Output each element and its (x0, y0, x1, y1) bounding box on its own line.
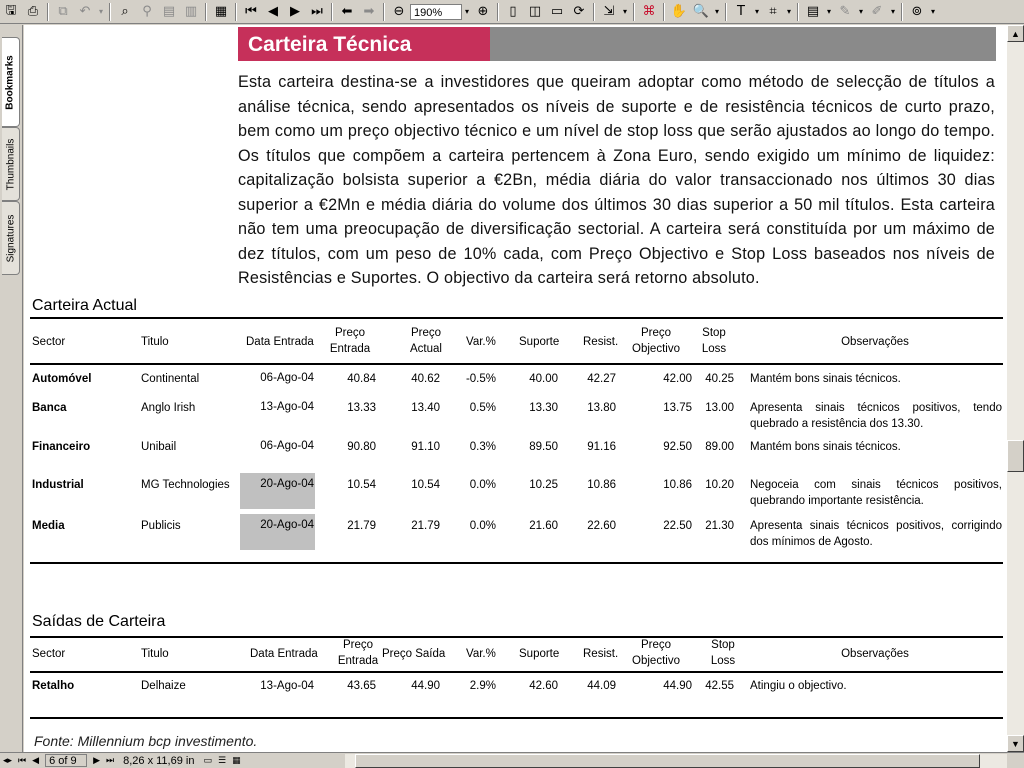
text-select-icon[interactable]: T (737, 4, 745, 19)
cell-var: 2.9% (469, 680, 496, 692)
reflow-left-icon[interactable]: ▤ (162, 4, 176, 19)
toolbar-separator (633, 3, 635, 21)
table-rule (30, 717, 1003, 719)
cell-stop-loss: 21.30 (705, 520, 734, 532)
split-icon[interactable]: ◂▸ (3, 755, 13, 766)
cell-titulo: Publicis (141, 520, 181, 532)
header-resist: Resist. (583, 648, 619, 660)
cell-preco-entrada: 21.79 (347, 520, 376, 532)
cell-observacoes: Mantém bons sinais técnicos. (750, 441, 901, 453)
rotate-icon[interactable]: ⟳ (573, 4, 585, 19)
page-size-label: 8,26 x 11,69 in (123, 754, 195, 767)
cell-observacoes: Atingiu o objectivo. (750, 680, 847, 692)
tab-thumbnails-label: Thumbnails (5, 138, 17, 190)
header-objectivo-1: Preço (640, 327, 672, 339)
cell-resist: 13.80 (587, 402, 616, 414)
facing-icon[interactable]: ▦ (232, 755, 241, 766)
zoom-tool-icon[interactable]: 🔍 (692, 4, 710, 19)
comment-icon[interactable]: ▤ (806, 4, 820, 19)
highlighter-icon[interactable]: ✐ (871, 4, 883, 19)
header-data-entrada: Data Entrada (246, 336, 314, 348)
cell-objectivo: 22.50 (663, 520, 692, 532)
cell-resist: 10.86 (587, 479, 616, 491)
undo-dropdown-icon[interactable]: ▾ (98, 7, 103, 16)
cell-stop-loss: 40.25 (705, 373, 734, 385)
table-rule (30, 562, 1003, 564)
cell-preco-actual: 21.79 (411, 520, 440, 532)
cell-objectivo: 44.90 (663, 680, 692, 692)
cell-var: 0.0% (469, 479, 496, 491)
cell-suporte: 21.60 (529, 520, 558, 532)
cell-preco-actual: 40.62 (411, 373, 440, 385)
cell-preco-entrada: 10.54 (347, 479, 376, 491)
tab-bookmarks[interactable] (2, 37, 20, 127)
scroll-down-icon[interactable]: ▼ (1007, 735, 1024, 752)
header-resist: Resist. (583, 336, 619, 348)
zoom-dropdown-icon[interactable]: ▾ (464, 7, 469, 16)
cell-preco-actual: 91.10 (411, 441, 440, 453)
cell-suporte: 10.25 (529, 479, 558, 491)
prev-page-status-icon[interactable]: ◀ (32, 755, 40, 766)
cell-suporte: 89.50 (529, 441, 558, 453)
cell-observacoes: Apresenta sinais técnicos positivos, corrigindo dos mínimos de Agosto. (750, 520, 1002, 548)
cell-data-entrada: 13-Ago-04 (260, 401, 314, 413)
cell-stop-loss: 13.00 (705, 402, 734, 414)
cell-preco-actual: 10.54 (411, 479, 440, 491)
header-objectivo-2: Objectivo (632, 343, 680, 355)
cell-data-entrada: 13-Ago-04 (260, 680, 314, 692)
acrobat-icon[interactable]: ⌘ (642, 4, 656, 19)
scroll-up-icon[interactable]: ▲ (1007, 25, 1024, 42)
header-suporte: Suporte (519, 648, 560, 660)
header-preco-actual-2: Actual (410, 343, 442, 355)
toolbar-separator (663, 3, 665, 21)
cell-observacoes: Mantém bons sinais técnicos. (750, 373, 901, 385)
previous-view-icon[interactable]: ⬅ (341, 4, 353, 19)
main-toolbar (0, 0, 1024, 24)
hand-tool-icon[interactable]: ✋ (670, 4, 688, 19)
stamp-dropdown-icon[interactable]: ▾ (930, 7, 935, 16)
table-rule (30, 636, 1003, 638)
cell-resist: 22.60 (587, 520, 616, 532)
table-rule (30, 317, 1003, 319)
toolbar-separator (497, 3, 499, 21)
toolbar-separator (205, 3, 207, 21)
zoom-out-icon[interactable]: ⊖ (393, 4, 405, 19)
source-note: Fonte: Millennium bcp investimento. (34, 733, 258, 749)
header-sector: Sector (32, 648, 66, 660)
next-page-status-icon[interactable]: ▶ (93, 755, 100, 766)
header-stop-1: Stop (711, 639, 735, 651)
snapshot-dropdown-icon[interactable]: ▾ (786, 7, 791, 16)
header-objectivo-1: Preço (640, 639, 672, 651)
cell-objectivo: 10.86 (663, 479, 692, 491)
tab-signatures-label: Signatures (5, 214, 16, 262)
section-title-saidas: Saídas de Carteira (32, 613, 166, 630)
reflow-right-icon[interactable]: ▥ (184, 4, 198, 19)
header-var: Var.% (466, 648, 496, 660)
cell-sector: Industrial (32, 479, 84, 491)
cell-suporte: 13.30 (529, 402, 558, 414)
cell-suporte: 42.60 (529, 680, 558, 692)
cell-preco-entrada: 90.80 (347, 441, 376, 453)
next-page-icon[interactable]: ▶ (290, 4, 300, 19)
tab-bookmarks-label: Bookmarks (5, 54, 16, 110)
navigation-pane-icon[interactable]: ▦ (214, 4, 228, 19)
pencil-dropdown-icon[interactable]: ▾ (858, 7, 863, 16)
section-title-actual: Carteira Actual (32, 297, 137, 314)
export-dropdown-icon[interactable]: ▾ (622, 7, 627, 16)
header-preco-entrada-2: Entrada (337, 655, 379, 667)
first-page-status-icon[interactable]: ⏮ (18, 755, 27, 766)
header-preco-entrada-1: Preço (334, 327, 366, 339)
horizontal-scrollbar[interactable] (345, 754, 1007, 768)
cell-observacoes: Apresenta sinais técnicos positivos, tendo quebrado a resistência dos 13.30. (750, 402, 1002, 430)
exits-table (30, 636, 1003, 722)
snapshot-icon[interactable]: ⌗ (769, 4, 777, 19)
header-stop-2: Loss (701, 343, 727, 355)
save-icon[interactable]: 🖫 (5, 2, 17, 18)
zoom-in-icon[interactable]: ⊕ (477, 4, 489, 19)
status-bar (0, 752, 1024, 768)
toolbar-separator (331, 3, 333, 21)
toolbar-separator (235, 3, 237, 21)
vertical-scrollbar[interactable] (1007, 25, 1024, 752)
header-preco-entrada-2: Entrada (329, 343, 371, 355)
undo-icon[interactable]: ↶ (79, 4, 91, 19)
header-sector: Sector (32, 336, 66, 348)
single-page-icon[interactable]: ▭ (203, 755, 212, 766)
header-observacoes: Observações (841, 336, 909, 348)
highlighter-dropdown-icon[interactable]: ▾ (890, 7, 895, 16)
cell-titulo: Delhaize (141, 680, 186, 692)
page-title: Carteira Técnica (238, 27, 490, 61)
toolbar-separator (593, 3, 595, 21)
header-preco-saida: Preço Saída (382, 648, 446, 660)
cell-stop-loss: 10.20 (705, 479, 734, 491)
cell-observacoes: Negoceia com sinais técnicos positivos, quebrando importante resistência. (750, 479, 1002, 507)
cell-stop-loss: 42.55 (705, 680, 734, 692)
cell-suporte: 40.00 (529, 373, 558, 385)
document-page (24, 25, 1007, 752)
copy-icon[interactable]: ⧉ (58, 4, 68, 19)
cell-sector: Retalho (32, 680, 75, 692)
header-stop-2: Loss (710, 655, 736, 667)
header-data-entrada: Data Entrada (250, 648, 318, 660)
export-icon[interactable]: ⇲ (603, 4, 615, 19)
cell-data-entrada: 06-Ago-04 (260, 372, 314, 384)
cell-objectivo: 13.75 (663, 402, 692, 414)
header-preco-entrada-1: Preço (342, 639, 374, 651)
cell-var: 0.5% (469, 402, 496, 414)
tab-thumbnails[interactable] (2, 127, 20, 201)
page-number-field[interactable]: 6 of 9 (45, 754, 87, 767)
table-rule (30, 671, 1003, 673)
next-view-icon[interactable]: ➡ (363, 4, 375, 19)
cell-data-entrada: 20-Ago-04 (240, 473, 315, 509)
cell-titulo: Anglo Irish (141, 402, 196, 414)
zoom-tool-dropdown-icon[interactable]: ▾ (714, 7, 719, 16)
table-rule (30, 363, 1003, 365)
header-titulo: Titulo (141, 648, 169, 660)
scroll-thumb[interactable] (1007, 440, 1024, 472)
cell-data-entrada: 20-Ago-04 (240, 514, 315, 550)
actual-size-icon[interactable]: ▯ (509, 4, 517, 19)
header-observacoes: Observações (841, 648, 909, 660)
first-page-icon[interactable]: ⏮ (245, 4, 257, 19)
text-select-dropdown-icon[interactable]: ▾ (754, 7, 759, 16)
cell-titulo: MG Technologies (141, 479, 230, 491)
cell-titulo: Continental (141, 373, 200, 385)
stamp-icon[interactable]: ⊚ (911, 4, 923, 19)
cell-preco-actual: 13.40 (411, 402, 440, 414)
continuous-icon[interactable]: ☰ (217, 755, 227, 766)
print-icon[interactable]: ⎙ (27, 4, 39, 19)
last-page-icon[interactable]: ⏭ (311, 4, 323, 19)
search-person-icon[interactable]: ⚲ (142, 4, 152, 19)
previous-page-icon[interactable]: ◀ (268, 4, 278, 19)
toolbar-separator (901, 3, 903, 21)
horizontal-scroll-thumb[interactable] (355, 754, 980, 768)
cell-preco-entrada: 40.84 (347, 373, 376, 385)
cell-var: 0.0% (469, 520, 496, 532)
cell-resist: 42.27 (587, 373, 616, 385)
toolbar-separator (109, 3, 111, 21)
last-page-status-icon[interactable]: ⏭ (106, 755, 115, 766)
toolbar-separator (725, 3, 727, 21)
cell-resist: 44.09 (587, 680, 616, 692)
cell-sector: Banca (32, 402, 67, 414)
fit-width-icon[interactable]: ▭ (550, 4, 564, 19)
cell-data-entrada: 06-Ago-04 (260, 440, 314, 452)
header-stop-1: Stop (702, 327, 726, 339)
cell-sector: Automóvel (32, 373, 92, 385)
zoom-input[interactable]: 190% (410, 4, 462, 20)
cell-resist: 91.16 (587, 441, 616, 453)
header-objectivo-2: Objectivo (632, 655, 680, 667)
header-var: Var.% (466, 336, 496, 348)
tab-signatures[interactable] (2, 201, 20, 275)
cell-titulo: Unibail (141, 441, 177, 453)
fit-page-icon[interactable]: ◫ (528, 4, 542, 19)
cell-var: -0.5% (465, 373, 496, 385)
toolbar-separator (47, 3, 49, 21)
cell-preco-saida: 44.90 (411, 680, 440, 692)
cell-sector: Media (32, 520, 65, 532)
intro-paragraph: Esta carteira destina-se a investidores que queiram adoptar como método de selecção de títulos a análise técnica, sendo apresentados os níveis de suporte e de resistência técnicos de curto prazo, bem como um preço objectivo técnico e um nível de stop loss que serão ajustados ao longo do tempo. Os títulos que compõem a carteira pertencem à Zona Euro, sendo exigido um mínimo de liquidez: capitalização bolsista superior a €2Bn, média diária do valor transaccionado nos últimos 30 dias superior a €2Mn e média diária do volume dos últimos 30 dias superior a 50 mil títulos. Esta carteira não tem uma preocupação de diversificação sectorial. A carteira será constituída por um máximo de dez títulos, com um peso de 10% cada, com Preço Objectivo e Stop Loss baseados nos níveis de Resistências e Suportes. O objectivo da carteira será retorno absoluto. (238, 73, 995, 287)
find-binoculars-icon[interactable]: ⌕ (121, 4, 129, 19)
cell-objectivo: 92.50 (663, 441, 692, 453)
cell-objectivo: 42.00 (663, 373, 692, 385)
header-suporte: Suporte (519, 336, 560, 348)
toolbar-separator (797, 3, 799, 21)
cell-var: 0.3% (469, 441, 496, 453)
pencil-icon[interactable]: ✎ (839, 4, 851, 19)
actual-portfolio-table (30, 317, 1003, 567)
toolbar-separator (383, 3, 385, 21)
cell-preco-entrada: 13.33 (347, 402, 376, 414)
comment-dropdown-icon[interactable]: ▾ (826, 7, 831, 16)
cell-sector: Financeiro (32, 441, 91, 453)
cell-preco-entrada: 43.65 (347, 680, 376, 692)
header-preco-actual-1: Preço (410, 327, 442, 339)
navigation-tabs (0, 25, 23, 752)
cell-stop-loss: 89.00 (705, 441, 734, 453)
title-bar (238, 27, 996, 61)
header-titulo: Titulo (141, 336, 169, 348)
